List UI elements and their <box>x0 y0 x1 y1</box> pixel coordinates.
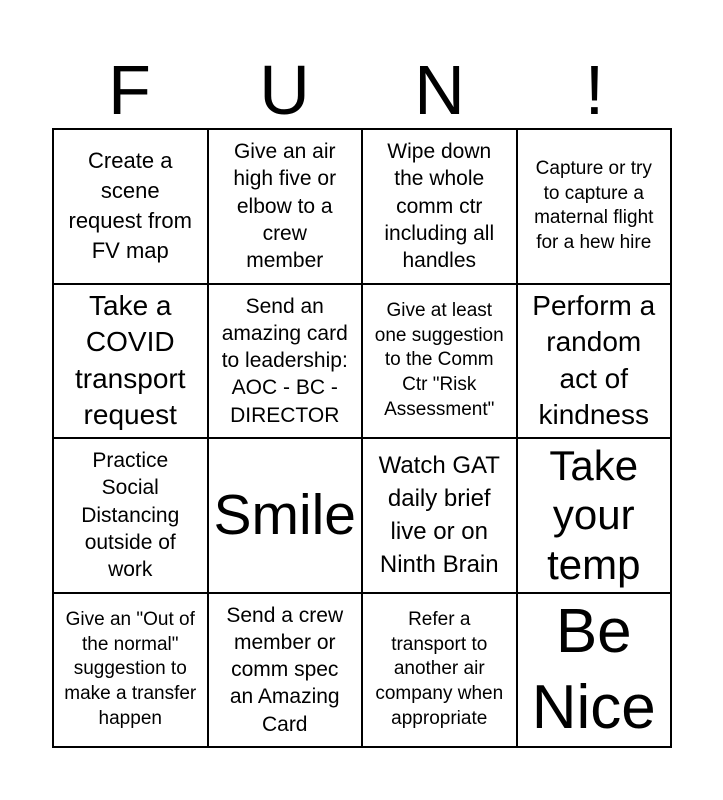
cell-text: Perform a random act of kindness <box>532 289 656 431</box>
header-letter-u: U <box>259 51 310 129</box>
cell-text: Give an air high five or elbow to a crew member <box>233 140 337 273</box>
bingo-cell-r3c4[interactable] <box>517 438 672 593</box>
cell-text: Smile <box>213 482 357 547</box>
bingo-cell-r4c2[interactable] <box>208 593 363 748</box>
bingo-cell-r2c1[interactable] <box>53 284 208 439</box>
bingo-cell-r3c3[interactable] <box>362 438 517 593</box>
bingo-cell-r4c3[interactable] <box>362 593 517 748</box>
bingo-cell-r4c4[interactable] <box>517 593 672 748</box>
bingo-cell-r4c1[interactable] <box>53 593 208 748</box>
header-letter-exclamation: ! <box>584 51 605 129</box>
bingo-cell-r2c3[interactable] <box>362 284 517 439</box>
cell-text: Refer a transport to another air company when appropriate <box>375 609 504 729</box>
bingo-header <box>52 52 672 128</box>
bingo-cell-r2c2[interactable] <box>208 284 363 439</box>
bingo-cell-r2c4[interactable] <box>517 284 672 439</box>
cell-text: Send a crew member or comm spec an Amazing Card <box>226 603 344 736</box>
bingo-cell-r1c4[interactable] <box>517 129 672 284</box>
cell-text: Wipe down the whole comm ctr including all handles <box>384 140 495 273</box>
bingo-cell-r1c1[interactable] <box>53 129 208 284</box>
header-letter-n: N <box>414 51 465 129</box>
cell-text: Give at least one suggestion to the Comm Ctr "Risk Assessment" <box>374 300 504 420</box>
cell-text: Be Nice <box>531 597 656 742</box>
cell-text: Give an "Out of the normal" suggestion to make a transfer happen <box>64 609 197 729</box>
cell-text: Watch GAT daily brief live or on Ninth Brain <box>378 452 500 579</box>
bingo-cell-r1c3[interactable] <box>362 129 517 284</box>
cell-text: Create a scene request from FV map <box>68 148 192 264</box>
bingo-cell-r3c1[interactable] <box>53 438 208 593</box>
cell-text: Practice Social Distancing outside of work <box>81 449 180 582</box>
bingo-board <box>52 128 672 748</box>
bingo-cell-r1c2[interactable] <box>208 129 363 284</box>
bingo-cell-r3c2[interactable] <box>208 438 363 593</box>
cell-text: Capture or try to capture a maternal flight for a hew hire <box>534 157 654 253</box>
cell-text: Send an amazing card to leadership: AOC - BC - DIRECTOR <box>221 294 348 427</box>
cell-text: Take your temp <box>547 441 641 589</box>
cell-text: Take a COVID transport request <box>75 289 186 431</box>
header-letter-f: F <box>108 51 151 129</box>
